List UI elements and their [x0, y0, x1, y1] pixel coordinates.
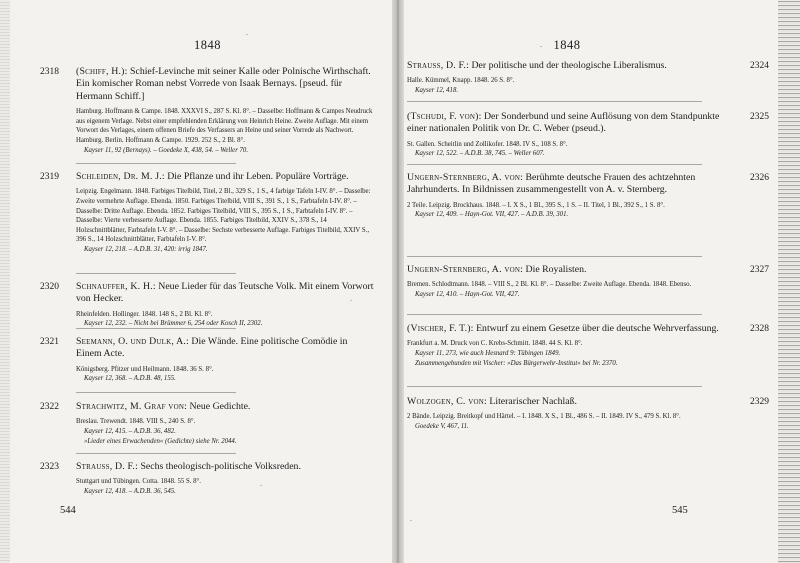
entry-details [40, 477, 375, 496]
entry-title: Sechs theologisch-politische Volksreden. [140, 461, 301, 472]
entry-number: 2320 [40, 282, 59, 292]
page-number: 545 [672, 505, 688, 516]
bibliography-entry [40, 171, 375, 255]
entry-imprint: Breslau. Trewendt. 1848. VIII S., 240 S. 8°. [76, 418, 196, 426]
entry-title: Neue Lieder für das Teutsche Volk. Mit einem Vorwort von Hecker. [76, 281, 374, 305]
entry-title: Der Sonderbund und seine Auflösung von dem Standpunkte einer nationalen Politik von Dr. C. Weber (pseud.). [407, 111, 720, 135]
entry-author: Ungern-Sternberg, A. von: [407, 172, 524, 183]
entry-divider [76, 163, 236, 164]
entry-author: Strauss, D. F.: [407, 60, 469, 71]
entry-title: Die Wände. Eine politische Comödie in Einem Acte. [76, 336, 348, 360]
bibliography-entry [407, 264, 769, 300]
entry-reference: Kayser 12, 418. [415, 87, 459, 94]
entry-author: Wolzogen, C. von: [407, 396, 487, 407]
bibliography-entry [407, 60, 769, 96]
entry-heading [407, 111, 727, 136]
entry-number: 2322 [40, 402, 59, 412]
entry-heading [40, 281, 375, 306]
entry-heading [407, 264, 727, 276]
bibliography-entry [40, 336, 375, 384]
entry-reference: Kayser 12, 410. – Hayn-Got. VII, 427. [415, 291, 520, 298]
entry-title: Entwurf zu einem Gesetze über die deutsche Wehrverfassung. [476, 323, 719, 334]
entry-imprint: Stuttgart und Tübingen. Cotta. 1848. 55 S. 8°. [76, 478, 201, 486]
entry-reference: Zusammengebunden mit Vischer: »Das Bürgerwehr-Institut« bei Nr. 2370. [415, 359, 618, 367]
entry-divider [76, 453, 236, 454]
entry-heading [40, 66, 375, 103]
entry-details [40, 310, 375, 329]
left-page-edge [0, 0, 10, 563]
entry-reference: Kayser 12, 522. – A.D.B. 38, 745. – Weller 607. [415, 150, 545, 158]
entry-number: 2325 [750, 112, 769, 122]
entry-imprint: St. Gallen. Scheitlin und Zollikofer. 1848. IV S., 108 S. 8°. [407, 140, 568, 148]
entry-details [40, 365, 375, 384]
entry-reference: Kayser 12, 218. – A.D.B. 31, 420: irrig 1847. [84, 245, 208, 253]
bibliography-entry [407, 396, 769, 432]
scan-speck [246, 34, 248, 35]
entry-imprint: Halle. Kümmel, Knapp. 1848. 26 S. 8°. [407, 77, 515, 85]
entry-title: Die Royalisten. [525, 264, 587, 275]
entry-heading [407, 396, 727, 408]
entry-divider [76, 392, 236, 393]
book-gutter [392, 0, 404, 563]
entry-imprint: Bremen. Schlodtmann. 1848. – VIII S., 2 Bl. Kl. 8°. – Dasselbe: Zweite Auflage. Ebenda. 1848. Ebenso. [407, 281, 692, 289]
entry-details [40, 107, 375, 155]
entry-author: Ungern-Sternberg, A. von: [407, 264, 524, 275]
scan-speck [540, 46, 542, 47]
entry-imprint: Königsberg. Pfitzer und Heilmann. 1848. 36 S. 8°. [76, 365, 214, 373]
entry-number: 2328 [750, 324, 769, 334]
entry-reference: Kayser 12, 409. – Hayn-Got. VII, 427. – A.D.B. 39, 301. [415, 211, 569, 219]
entry-imprint: Leipzig. Engelmann. 1848. Farbiges Titelbild, Titel, 2 Bl., 329 S., 1 S., 4 farbige Tafeln I-IV. 8°. – Dasselbe: Zweite vermehrte Auflage. Ebenda. 1850. Farbiges Titelbild, VIII S., 391 S., 1 S., Farbtafeln I-IV. 8°. – Dasselbe: Dritte Auflage. Ebenda. 1852. Farbiges Titelbild, VIII S., 395 S., 1 S., Farbtafeln I-IV. 8°. – Dasselbe: Vierte verbesserte Auflage. Ebenda. 1855. Farbiges Titelbild, XXIV S., 378 S., 14 Holzschnittblätter, Farbtafeln I-V. 8°. – Dasselbe: Sechste verbesserte Auflage. Farbiges Titelbild, XXIV S., 396 S., 14 Holzschnittblätter, Farbtafeln I-V. 8°. [76, 188, 371, 244]
entry-author: (Tschudi, F. von): [407, 111, 482, 122]
bibliography-entry [40, 461, 375, 497]
entry-number: 2324 [750, 61, 769, 71]
entry-title: Die Pflanze und ihr Leben. Populäre Vorträge. [167, 171, 349, 182]
entry-title: Schief-Levinche mit seiner Kalle oder Polnische Wirthschaft. Ein komischer Roman nebst Vorrede von Isaak Bernays. [pseud. für Hermann Schiff.] [76, 66, 371, 102]
entry-details [407, 140, 727, 159]
entry-number: 2323 [40, 462, 59, 472]
entry-reference: Kayser 11, 92 (Bernays). – Goedeke X, 438, 54. – Weller 70. [84, 146, 249, 154]
entry-number: 2319 [40, 172, 59, 182]
entry-imprint: Hamburg. Hoffmann & Campe. 1848. XXXVI S., 287 S. Kl. 8°. – Dasselbe: Hoffmann & Campes Neudruck aus eigenem Verlage. Nebst einer empfehlenden Erklärung von Heinrich Heine. Zweite Auflage. Mit einem Vorwort des Verlages, einem offenen Briefe des Verfassers an Heine und seiner Vorrede als Nachwort. Hamburg. Berlin. Hoffmann & Campe. 1929. 252 S., 2 Bl. 8°. [76, 108, 373, 144]
entry-divider [407, 256, 702, 257]
entry-divider [76, 273, 236, 274]
entry-heading [407, 60, 727, 72]
entry-heading [407, 323, 727, 335]
entry-divider [407, 314, 702, 315]
bibliography-entry [40, 401, 375, 446]
entry-details [407, 412, 727, 431]
entry-number: 2321 [40, 337, 59, 347]
entry-heading [40, 401, 375, 413]
entry-author: Schnauffer, K. H.: [76, 281, 156, 292]
bibliography-entry [407, 323, 769, 368]
entry-title: Berühmte deutsche Frauen des achtzehnten Jahrhunderts. In Bildnissen zusammengestellt von A. v. Sternberg. [407, 172, 696, 196]
entry-imprint: Frankfurt a. M. Druck von C. Krebs-Schmitt. 1848. 44 S. Kl. 8°. [407, 340, 583, 348]
entry-imprint: 2 Teile. Leipzig. Brockhaus. 1848. – I. X S., 1 Bl., 395 S., 1 S. – II. Titel, 1 Bl., 392 S., 1 S. 8°. [407, 201, 665, 209]
entry-reference: Kayser 12, 415. – A.D.B. 36, 482. [84, 428, 176, 435]
right-page [407, 0, 769, 563]
entry-details [40, 187, 375, 254]
entry-imprint: Rheinfelden. Hollinger. 1848. 148 S., 2 Bl. Kl. 8°. [76, 310, 213, 318]
page-header-year: 1848 [194, 38, 221, 52]
bibliography-entry [40, 66, 375, 155]
entry-reference: »Lieder eines Erwachenden« (Gedichte) siehe Nr. 2044. [84, 437, 237, 445]
bibliography-entry [407, 172, 769, 220]
entry-divider [407, 386, 702, 387]
entry-author: (Vischer, F. T.): [407, 323, 474, 334]
entry-author: Seemann, O. und Dulk, A.: [76, 336, 189, 347]
entry-details [407, 76, 727, 95]
scan-speck [410, 520, 412, 521]
entry-reference: Kayser 12, 368. – A.D.B. 48, 155. [84, 375, 176, 383]
entry-heading [40, 336, 375, 361]
entry-imprint: 2 Bände. Leipzig. Breitkopf und Härtel. – I. 1848. X S., 1 Bl., 486 S. – II. 1849. IV S., 479 S. Kl. 8°. [407, 413, 681, 421]
entry-title: Der politische und der theologische Liberalismus. [471, 60, 667, 71]
right-page-edge [778, 0, 800, 563]
entry-author: (Schiff, H.): [76, 66, 128, 77]
entry-divider [407, 101, 702, 102]
entry-number: 2329 [750, 397, 769, 407]
entry-heading [407, 172, 727, 197]
entry-number: 2327 [750, 265, 769, 275]
entry-details [407, 339, 727, 368]
page-number: 544 [60, 505, 76, 516]
page-header-year: 1848 [553, 38, 581, 52]
entry-number: 2318 [40, 67, 59, 77]
entry-reference: Kayser 12, 418. – A.D.B. 36, 545. [84, 488, 176, 495]
entry-reference: Goedeke V, 467, 11. [415, 423, 469, 430]
entry-divider [76, 328, 236, 329]
entry-title: Literarischer Nachlaß. [489, 396, 577, 407]
entry-details [407, 280, 727, 299]
entry-details [407, 201, 727, 220]
entry-author: Strauss, D. F.: [76, 461, 138, 472]
bibliography-entry [407, 111, 769, 159]
entry-details [40, 417, 375, 446]
entry-reference: Kayser 11, 273, wie auch Hesnard 9: Tübingen 1849. [415, 350, 561, 357]
entry-author: Strachwitz, M. Graf von: [76, 401, 187, 412]
scan-speck [350, 300, 352, 301]
left-page [40, 0, 375, 563]
entry-number: 2326 [750, 173, 769, 183]
entry-author: Schleiden, Dr. M. J.: [76, 171, 165, 182]
scan-speck [260, 485, 262, 486]
entry-title: Neue Gedichte. [189, 401, 251, 412]
entry-heading [40, 171, 375, 183]
bibliography-entry [40, 281, 375, 329]
entry-reference: Kayser 12, 232. – Nicht bei Brümmer 6, 254 oder Kosch II, 2302. [84, 320, 263, 328]
entry-heading [40, 461, 375, 473]
entry-divider [407, 164, 702, 165]
